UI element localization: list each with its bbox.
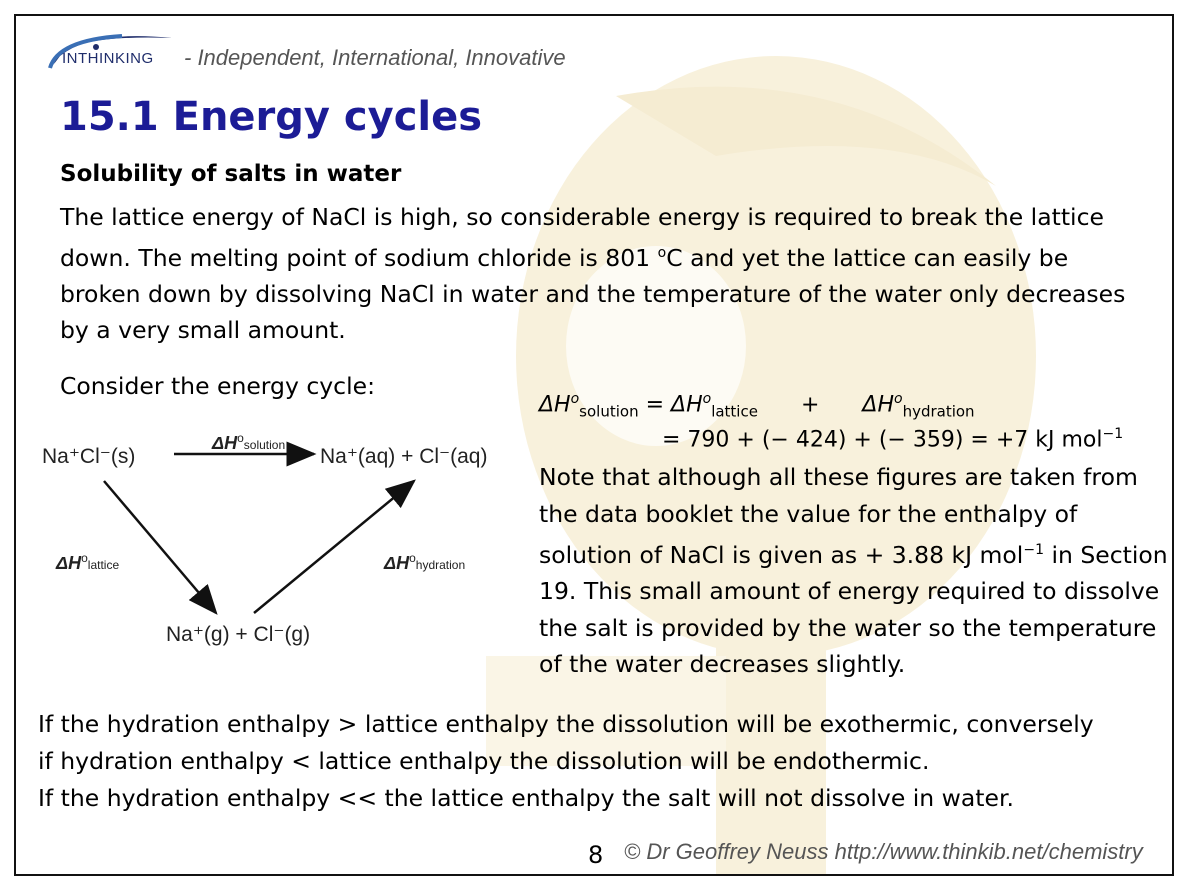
page-number: 8 — [588, 841, 604, 869]
aqueous-products-label: Na⁺(aq) + Cl⁻(aq) — [320, 445, 488, 468]
page-title: 15.1 Energy cycles — [60, 94, 483, 140]
degree-superscript: o — [657, 245, 667, 261]
solution-enthalpy-label: $\Delta H^o_{solution}$ — [212, 431, 286, 453]
cycle-label: Consider the energy cycle: — [60, 372, 376, 400]
reactant-label: Na⁺Cl⁻(s) — [42, 445, 136, 468]
intro-line: The lattice energy of NaCl is high, so considerable energy is required to break the lattice — [60, 203, 1104, 231]
enthalpy-calculation: = 790 + (− 424) + (− 359) = +7 kJ mol$^{-1}$ — [662, 426, 1124, 453]
section-heading: Solubility of salts in water — [60, 161, 402, 187]
conclusion-paragraph — [38, 706, 1168, 817]
lattice-arrow — [104, 481, 216, 613]
note-paragraph: Note that although all these figures are taken from the data booklet the value for the enthalpy of solution of NaCl is given as + 3.88 kJ mol$^{-1}$ in Section 19. This small amount of energy required to dissolve the salt is provided by the water so the temperature of the water decreases slightly. — [539, 463, 1168, 679]
energy-cycle-diagram — [26, 401, 536, 661]
lattice-enthalpy-label: $\Delta H^o_{lattice}$ — [56, 551, 120, 573]
copyright-notice: © Dr Geoffrey Neuss http://www.thinkib.net/chemistry — [624, 839, 1143, 864]
conclusion-line: If the hydration enthalpy > lattice enthalpy the dissolution will be exothermic, conversely — [38, 710, 1094, 738]
intro-line: broken down by dissolving NaCl in water and the temperature of the water only decreases — [60, 279, 1126, 308]
intro-paragraph — [60, 199, 1170, 348]
hydration-enthalpy-label: $\Delta H^o_{hydration}$ — [384, 551, 466, 573]
conclusion-line: If the hydration enthalpy << the lattice enthalpy the salt will not dissolve in water. — [38, 784, 1014, 812]
enthalpy-equation: $\Delta H^o_{solution} = \Delta H^o_{lattice} + \Delta H^o_{hydration}$ — [539, 391, 975, 421]
gaseous-products-label: Na⁺(g) + Cl⁻(g) — [166, 623, 311, 646]
hydration-arrow — [254, 481, 414, 613]
intro-line: down. The melting point of sodium chloride is 801 $^o$C and yet the lattice can easily be — [60, 243, 1069, 272]
slide — [14, 14, 1174, 876]
conclusion-line: if hydration enthalpy < lattice enthalpy the dissolution will be endothermic. — [38, 747, 930, 775]
intro-line: by a very small amount. — [60, 315, 346, 344]
tagline: - Independent, International, Innovative — [184, 45, 566, 70]
logo-wordmark: INTHINKING — [62, 50, 154, 67]
